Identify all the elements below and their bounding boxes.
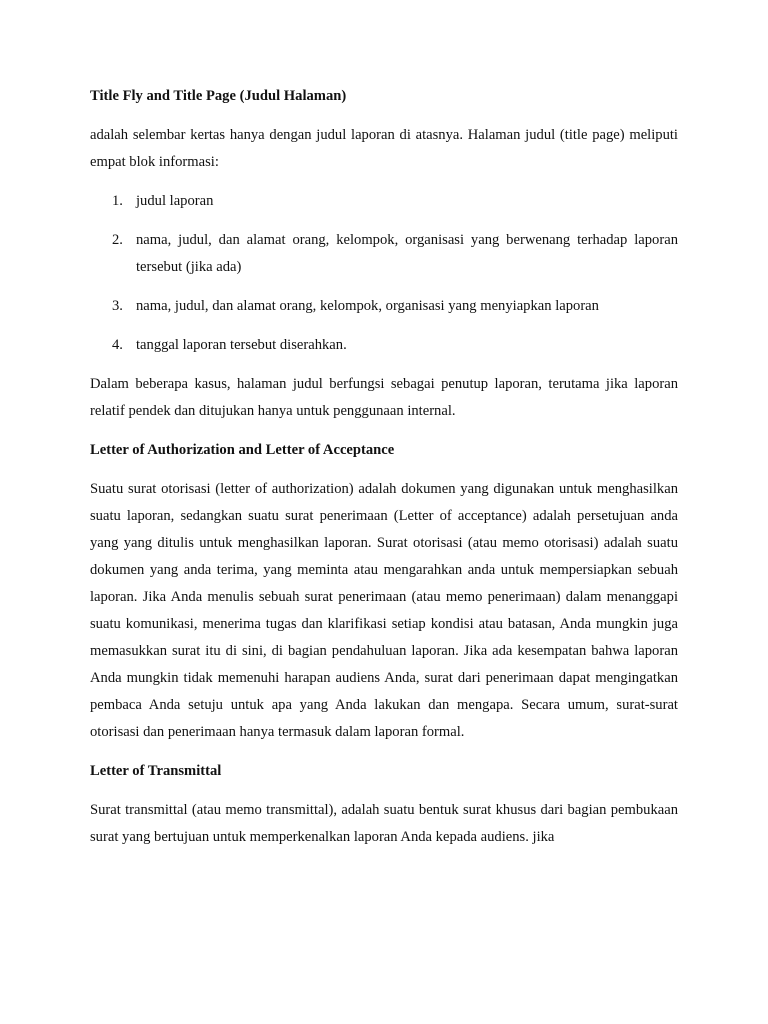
- section-heading-authorization: Letter of Authorization and Letter of Acceptance: [90, 442, 395, 458]
- title-page-info-list: [90, 188, 678, 359]
- list-item-number: 3.: [112, 298, 123, 314]
- paragraph-title-page-closing: Dalam beberapa kasus, halaman judul berfungsi sebagai penutup laporan, terutama jika laporan relatif pendek dan ditujukan hanya untuk penggunaan internal.: [90, 376, 678, 419]
- list-item: [90, 293, 678, 320]
- section-heading-title-page: Title Fly and Title Page (Judul Halaman): [90, 88, 347, 104]
- list-item: [90, 332, 678, 359]
- list-item-number: 2.: [112, 232, 123, 248]
- document-page: [90, 83, 678, 863]
- paragraph-authorization-body: Suatu surat otorisasi (letter of authorization) adalah dokumen yang digunakan untuk menghasilkan suatu laporan, sedangkan suatu surat penerimaan (Letter of acceptance) adalah persetujuan anda yang yang ditulis untuk menghasilkan laporan. Surat otorisasi (atau memo otorisasi) adalah suatu dokumen yang anda terima, yang meminta atau mengarahkan anda untuk mempersiapkan sebuah laporan. Jika Anda menulis sebuah surat penerimaan (atau memo penerimaan) dalam menanggapi suatu komunikasi, menerima tugas dan klarifikasi setiap kondisi atau batasan, Anda mungkin juga memasukkan surat itu di sini, di bagian pendahuluan laporan. Jika ada kesempatan bahwa laporan Anda mungkin tidak memenuhi harapan audiens Anda, surat dari penerimaan dapat mengingatkan pembaca Anda setuju untuk apa yang Anda lakukan dan mengapa. Secara umum, surat-surat otorisasi dan penerimaan hanya termasuk dalam laporan formal.: [90, 481, 678, 740]
- list-item-text: tanggal laporan tersebut diserahkan.: [136, 337, 347, 353]
- section-heading-transmittal: Letter of Transmittal: [90, 763, 222, 779]
- list-item-number: 1.: [112, 193, 123, 209]
- list-item-text: judul laporan: [136, 193, 214, 209]
- list-item-text: nama, judul, dan alamat orang, kelompok, organisasi yang menyiapkan laporan: [136, 298, 599, 314]
- paragraph-transmittal-body: Surat transmittal (atau memo transmittal), adalah suatu bentuk surat khusus dari bagian pembukaan surat yang bertujuan untuk memperkenalkan laporan Anda kepada audiens. jika: [90, 802, 678, 845]
- list-item-text: nama, judul, dan alamat orang, kelompok, organisasi yang berwenang terhadap laporan tersebut (jika ada): [136, 232, 678, 275]
- paragraph-title-page-intro: adalah selembar kertas hanya dengan judul laporan di atasnya. Halaman judul (title page) meliputi empat blok informasi:: [90, 127, 678, 170]
- list-item: [90, 188, 678, 215]
- list-item-number: 4.: [112, 337, 123, 353]
- list-item: [90, 227, 678, 281]
